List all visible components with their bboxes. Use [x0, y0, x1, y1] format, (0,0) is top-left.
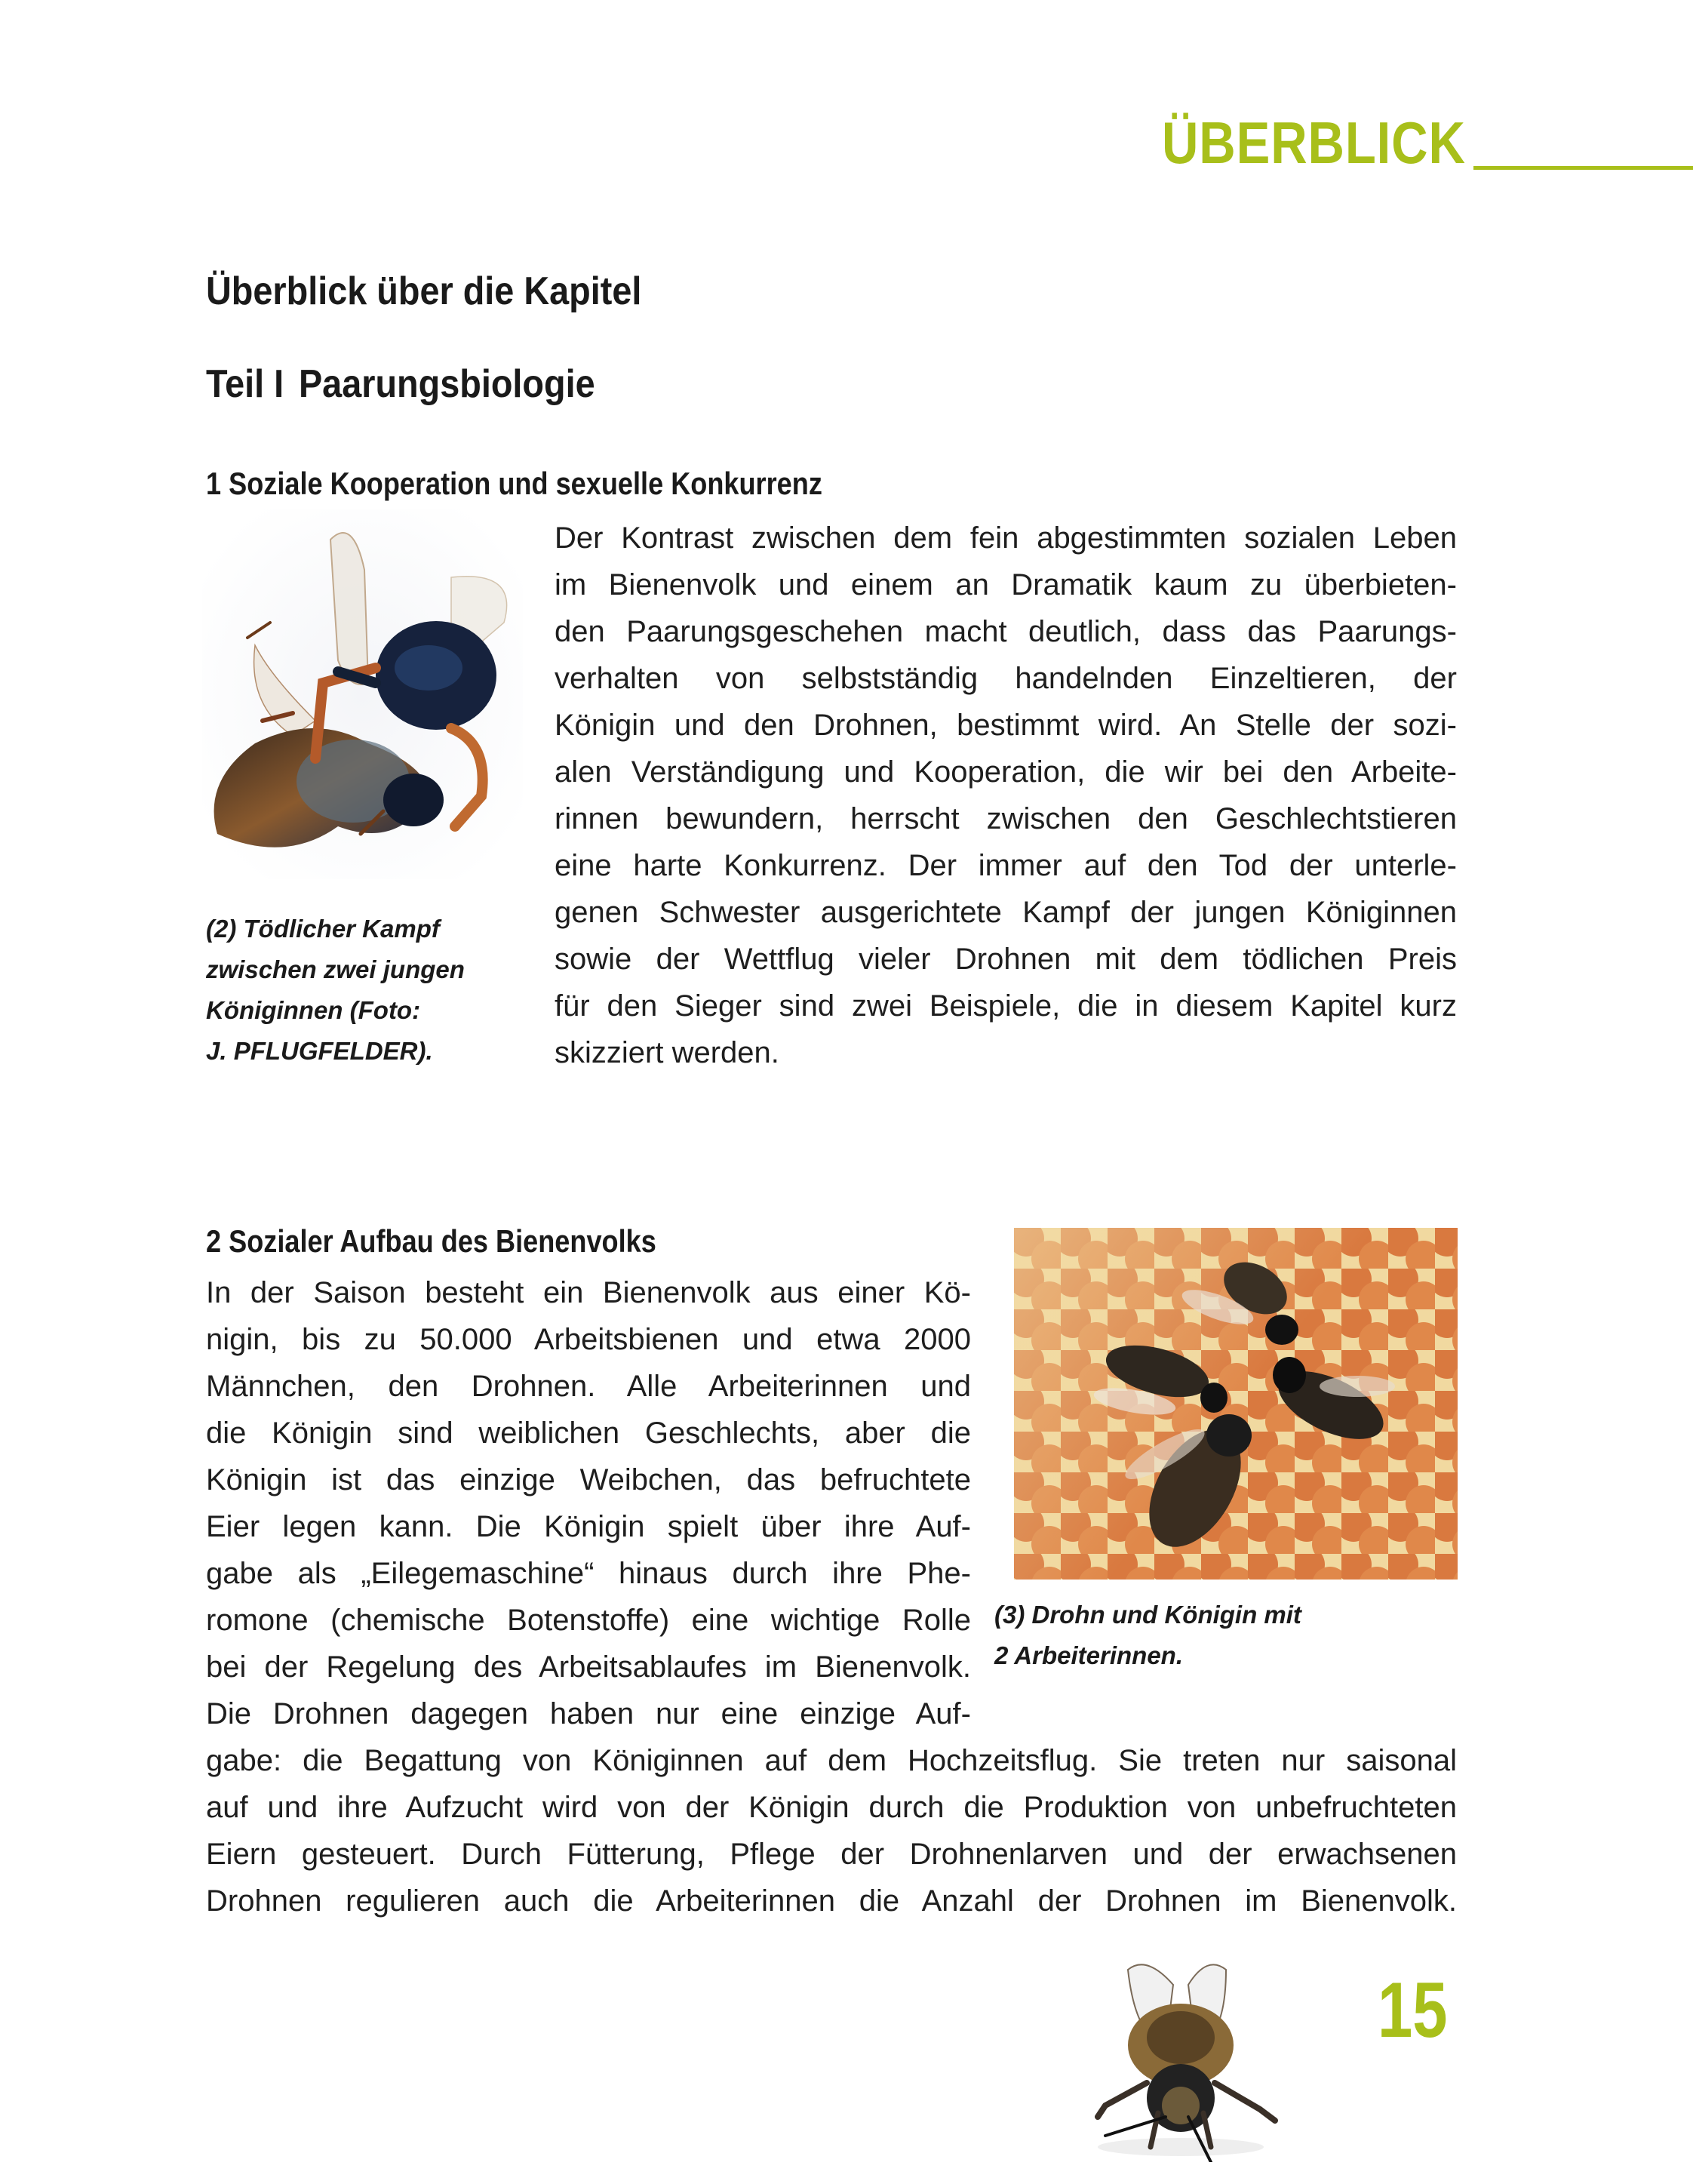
text-line: nigin, bis zu 50.000 Arbeitsbienen und etwa 2000: [206, 1323, 971, 1356]
caption-line: Königinnen (Foto:: [206, 996, 421, 1024]
text-line: verhalten von selbstständig handelnden Einzeltieren, der: [555, 662, 1457, 695]
part-label: Teil I: [206, 362, 284, 406]
figure-3-caption: [994, 1595, 1301, 1676]
text-line: sowie der Wettflug vieler Drohnen mit dem tödlichen Preis: [555, 943, 1457, 976]
queen-fight-image: [202, 509, 523, 879]
text-line: bei der Regelung des Arbeitsablaufes im Bienenvolk.: [206, 1650, 971, 1684]
chapter-2-heading: 2 Sozialer Aufbau des Bienenvolks: [206, 1223, 656, 1259]
page-number: 15: [1378, 1967, 1448, 2054]
caption-line: J. PFLUGFELDER).: [206, 1037, 433, 1065]
honeycomb-bees-photo: [1014, 1228, 1458, 1580]
text-line: rinnen bewundern, herrscht zwischen den Geschlechtstieren: [555, 802, 1457, 835]
text-line: für den Sieger sind zwei Beispiele, die in diesem Kapitel kurz: [555, 989, 1457, 1023]
text-line: Eiern gesteuert. Durch Fütterung, Pflege der Drohnenlarven und der erwachsenen: [206, 1838, 1457, 1871]
honeybee-photo: [1075, 1955, 1290, 2162]
figure-2-caption: [206, 909, 465, 1072]
text-line: alen Verständigung und Kooperation, die wir bei den Arbeite-: [555, 755, 1457, 789]
caption-line: 2 Arbeiterinnen.: [994, 1641, 1183, 1669]
caption-line: (2) Tödlicher Kampf: [206, 915, 440, 943]
text-line: gabe als „Eilegemaschine“ hinaus durch ihre Phe-: [206, 1557, 971, 1590]
chapter-1-text: [555, 515, 1457, 1076]
text-line: eine harte Konkurrenz. Der immer auf den Tod der unterle-: [555, 849, 1457, 882]
honeycomb-image: [1014, 1228, 1458, 1580]
header-rule: [1473, 166, 1693, 170]
text-line: Der Kontrast zwischen dem fein abgestimmten sozialen Leben: [555, 521, 1457, 555]
caption-line: zwischen zwei jungen: [206, 955, 465, 983]
queen-fight-photo: [202, 509, 523, 879]
part-title: Paarungsbiologie: [298, 362, 595, 406]
bee-decoration-icon: [1075, 1955, 1290, 2162]
text-line: skizziert werden.: [555, 1036, 779, 1069]
text-line: den Paarungsgeschehen macht deutlich, dass das Paarungs-: [555, 615, 1457, 648]
text-line: In der Saison besteht ein Bienenvolk aus einer Kö-: [206, 1276, 971, 1309]
part-heading: [206, 361, 595, 408]
section-label: ÜBERBLICK: [1162, 109, 1466, 176]
text-line: Männchen, den Drohnen. Alle Arbeiterinnen und: [206, 1370, 971, 1403]
text-line: die Königin sind weiblichen Geschlechts, aber die: [206, 1417, 971, 1450]
text-line: Die Drohnen dagegen haben nur eine einzige Auf-: [206, 1697, 971, 1730]
text-line: Eier legen kann. Die Königin spielt über ihre Auf-: [206, 1510, 971, 1543]
chapter-2-text-wide: [206, 1737, 1457, 1924]
text-line: Königin ist das einzige Weibchen, das befruchtete: [206, 1463, 971, 1497]
chapter-2-text-narrow: [206, 1269, 971, 1737]
chapter-1-heading: 1 Soziale Kooperation und sexuelle Konkurrenz: [206, 466, 822, 501]
text-line: Königin und den Drohnen, bestimmt wird. An Stelle der sozi-: [555, 709, 1457, 742]
text-line: genen Schwester ausgerichtete Kampf der jungen Königinnen: [555, 896, 1457, 929]
text-line: auf und ihre Aufzucht wird von der Königin durch die Produktion von unbefruchteten: [206, 1791, 1457, 1824]
text-line: Drohnen regulieren auch die Arbeiterinnen die Anzahl der Drohnen im Bienenvolk.: [206, 1884, 1457, 1918]
page-title: Überblick über die Kapitel: [206, 269, 642, 313]
text-line: gabe: die Begattung von Königinnen auf dem Hochzeitsflug. Sie treten nur saisonal: [206, 1744, 1457, 1777]
text-line: im Bienenvolk und einem an Dramatik kaum zu überbieten-: [555, 568, 1457, 601]
text-line: romone (chemische Botenstoffe) eine wichtige Rolle: [206, 1604, 971, 1637]
caption-line: (3) Drohn und Königin mit: [994, 1601, 1301, 1629]
